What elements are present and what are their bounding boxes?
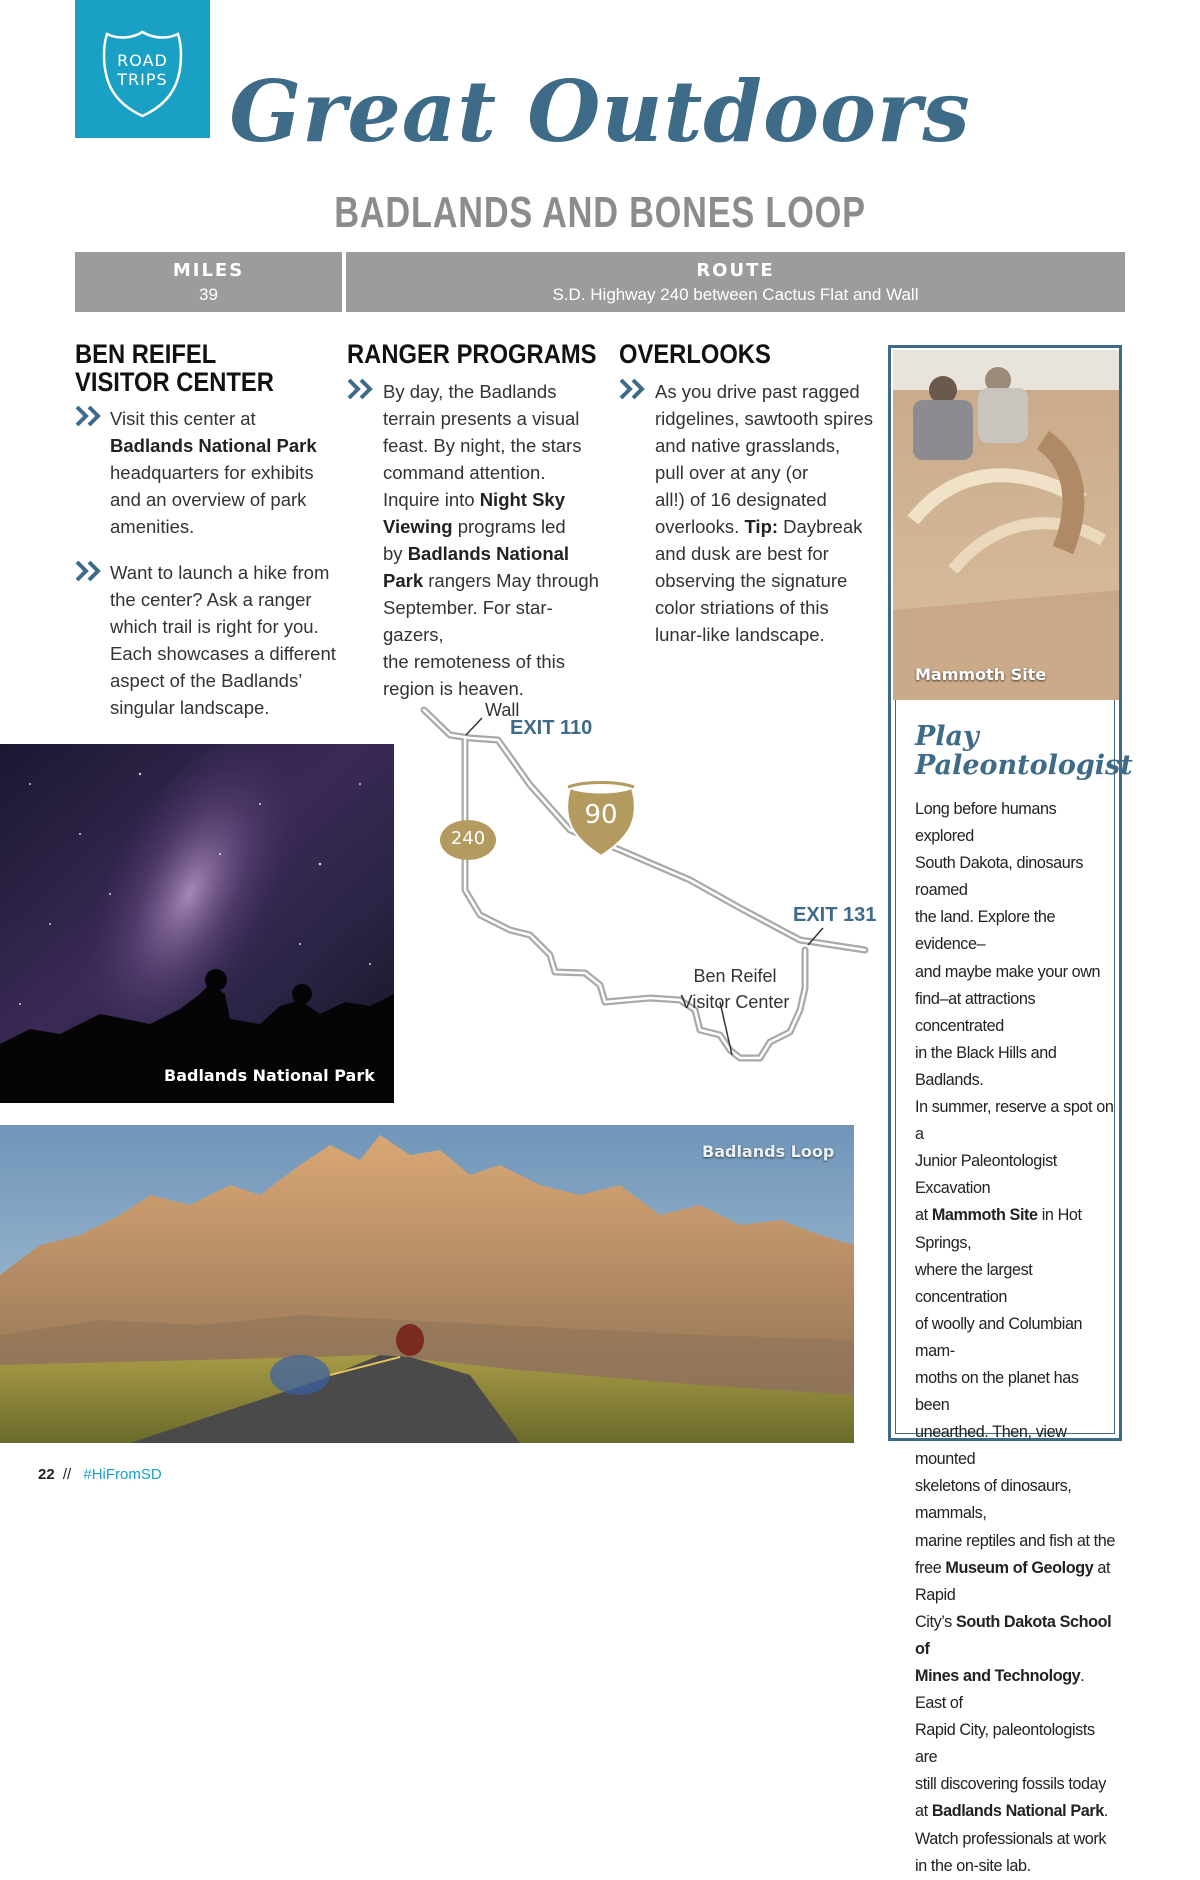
text-line: By day, the Badlands bbox=[383, 381, 557, 402]
text-line: in the Black Hills and Badlands. bbox=[915, 1043, 1057, 1089]
miles-box bbox=[75, 252, 342, 312]
text-line: the remoteness of this bbox=[383, 651, 566, 672]
text-line: aspect of the Badlands’ bbox=[110, 670, 303, 691]
col3-paragraph bbox=[655, 378, 885, 648]
text-line: Each showcases a different bbox=[110, 643, 336, 664]
text-span: rangers May through bbox=[423, 570, 599, 591]
text-line: Junior Paleontologist Excavation bbox=[915, 1152, 1057, 1198]
bold-text: Mines and Technology bbox=[915, 1667, 1081, 1685]
text-line: lunar-like landscape. bbox=[655, 624, 825, 645]
text-line: As you drive past ragged bbox=[655, 381, 860, 402]
text-line: feast. By night, the stars bbox=[383, 435, 582, 456]
col1-heading-line-1: BEN REIFEL bbox=[75, 339, 217, 369]
text-line: Visit this center at bbox=[110, 408, 256, 429]
text-line: unearthed. Then, view mounted bbox=[915, 1423, 1067, 1469]
text-line: Rapid City, paleontologists are bbox=[915, 1721, 1095, 1767]
chevron-right-icon bbox=[75, 560, 103, 582]
text-line: Paleontologist bbox=[915, 750, 1133, 781]
text-span: . bbox=[1103, 1802, 1108, 1821]
map-label-exit-110: EXIT 110 bbox=[510, 717, 593, 739]
badlands-loop-photo bbox=[0, 1125, 854, 1443]
text-span: at bbox=[915, 1802, 932, 1821]
text-line: and dusk are best for bbox=[655, 543, 829, 564]
col1-heading bbox=[75, 340, 274, 396]
col3-heading: OVERLOOKS bbox=[619, 339, 771, 369]
loop-photo-caption: Badlands Loop bbox=[702, 1142, 835, 1161]
text-line: Play bbox=[915, 721, 979, 752]
bold-text: Badlands National Park bbox=[931, 1802, 1104, 1821]
text-span: in Hot Springs, bbox=[915, 1206, 1082, 1252]
text-span: overlooks. bbox=[655, 516, 745, 537]
text-line: Ben Reifel bbox=[693, 966, 777, 986]
text-line: singular landscape. bbox=[110, 697, 270, 718]
map-label-90: 90 bbox=[584, 800, 618, 830]
text-line: amenities. bbox=[110, 516, 195, 537]
col1-paragraph-2 bbox=[110, 559, 340, 721]
text-line: the center? Ask a ranger bbox=[110, 589, 312, 610]
text-line: and an overview of park bbox=[110, 489, 307, 510]
badge-line-1: ROAD bbox=[117, 51, 168, 70]
text-line: still discovering fossils today bbox=[915, 1775, 1106, 1794]
text-line: skeletons of dinosaurs, mammals, bbox=[915, 1477, 1072, 1523]
text-line: pull over at any (or bbox=[655, 462, 809, 483]
bold-text: Night Sky bbox=[479, 489, 566, 510]
miles-value: 39 bbox=[199, 285, 218, 304]
road-trips-badge bbox=[75, 0, 210, 138]
page-subtitle: BADLANDS AND BONES LOOP bbox=[334, 188, 866, 237]
mammoth-photo-caption: Mammoth Site bbox=[915, 665, 1047, 684]
text-line: in the on-site lab. bbox=[915, 1856, 1031, 1875]
text-line: and native grasslands, bbox=[655, 435, 841, 456]
text-line: of woolly and Columbian mam- bbox=[915, 1314, 1083, 1360]
text-line: region is heaven. bbox=[383, 678, 524, 699]
map-label-visitor-center bbox=[670, 963, 800, 1015]
text-line: all!) of 16 designated bbox=[655, 489, 827, 510]
text-span: free bbox=[915, 1558, 946, 1577]
text-line: moths on the planet has been bbox=[915, 1368, 1079, 1415]
text-line: Long before humans explored bbox=[915, 800, 1057, 846]
text-line: which trail is right for you. bbox=[110, 616, 319, 637]
col2-heading: RANGER PROGRAMS bbox=[347, 339, 597, 369]
col1-heading-line-2: VISITOR CENTER bbox=[75, 367, 274, 397]
col2-paragraph bbox=[383, 378, 613, 702]
text-line: South Dakota, dinosaurs roamed bbox=[915, 854, 1084, 900]
text-span: Daybreak bbox=[778, 516, 863, 537]
bold-text: South Dakota School of bbox=[915, 1612, 1112, 1658]
route-label: ROUTE bbox=[696, 260, 775, 281]
night-sky-photo bbox=[0, 744, 394, 1103]
text-line: where the largest concentration bbox=[915, 1260, 1033, 1306]
col1-paragraph-1 bbox=[110, 405, 340, 540]
chevron-right-icon bbox=[347, 378, 375, 400]
route-box bbox=[346, 252, 1125, 312]
footer-separator: // bbox=[62, 1466, 72, 1483]
bold-text: Tip: bbox=[744, 516, 779, 537]
text-span: at Rapid bbox=[915, 1558, 1111, 1604]
miles-label: MILES bbox=[172, 260, 245, 281]
map-label-exit-131: EXIT 131 bbox=[793, 904, 877, 926]
text-line: headquarters for exhibits bbox=[110, 462, 314, 483]
map-label-wall: Wall bbox=[485, 700, 520, 720]
route-value: S.D. Highway 240 between Cactus Flat and Wall bbox=[552, 285, 919, 304]
text-line: color striations of this bbox=[655, 597, 829, 618]
bold-text: Badlands National bbox=[407, 543, 570, 564]
text-line: terrain presents a visual bbox=[383, 408, 580, 429]
bold-text: Park bbox=[383, 570, 424, 591]
route-map bbox=[410, 690, 880, 1090]
text-span: by bbox=[383, 543, 408, 564]
chevron-right-icon bbox=[619, 378, 647, 400]
bold-text: Mammoth Site bbox=[931, 1206, 1038, 1225]
bold-text: Viewing bbox=[383, 516, 453, 537]
text-span: at bbox=[915, 1206, 932, 1225]
text-line: command attention. bbox=[383, 462, 546, 483]
sidebar-text bbox=[915, 796, 1115, 1880]
text-span: programs led bbox=[452, 516, 566, 537]
night-photo-caption: Badlands National Park bbox=[164, 1066, 375, 1085]
bold-text: Badlands National Park bbox=[110, 435, 317, 456]
text-line: the land. Explore the evidence– bbox=[915, 908, 1056, 954]
hashtag-link[interactable]: #HiFromSD bbox=[83, 1466, 162, 1483]
text-line: find–at attractions concentrated bbox=[915, 989, 1036, 1035]
page-footer bbox=[38, 1466, 162, 1483]
text-line: In summer, reserve a spot on a bbox=[915, 1098, 1114, 1144]
text-line: observing the signature bbox=[655, 570, 848, 591]
text-span: . East of bbox=[915, 1667, 1085, 1713]
text-line: Want to launch a hike from bbox=[110, 562, 330, 583]
sidebar-title bbox=[915, 722, 1133, 780]
bold-text: Museum of Geology bbox=[945, 1558, 1094, 1577]
page-number: 22 bbox=[38, 1466, 55, 1483]
mammoth-site-photo bbox=[893, 350, 1119, 700]
text-line: ridgelines, sawtooth spires bbox=[655, 408, 873, 429]
text-line: and maybe make your own bbox=[915, 962, 1101, 981]
text-line: Watch professionals at work bbox=[915, 1829, 1107, 1848]
text-line: marine reptiles and fish at the bbox=[915, 1531, 1115, 1550]
text-line: Visitor Center bbox=[680, 992, 790, 1012]
map-label-240: 240 bbox=[450, 828, 486, 849]
text-line: September. For star-gazers, bbox=[383, 597, 553, 645]
chevron-right-icon bbox=[75, 405, 103, 427]
text-span: Inquire into bbox=[383, 489, 480, 510]
page-title: Great Outdoors bbox=[229, 62, 971, 161]
text-span: City’s bbox=[915, 1612, 956, 1631]
badge-line-2: TRIPS bbox=[117, 70, 168, 89]
